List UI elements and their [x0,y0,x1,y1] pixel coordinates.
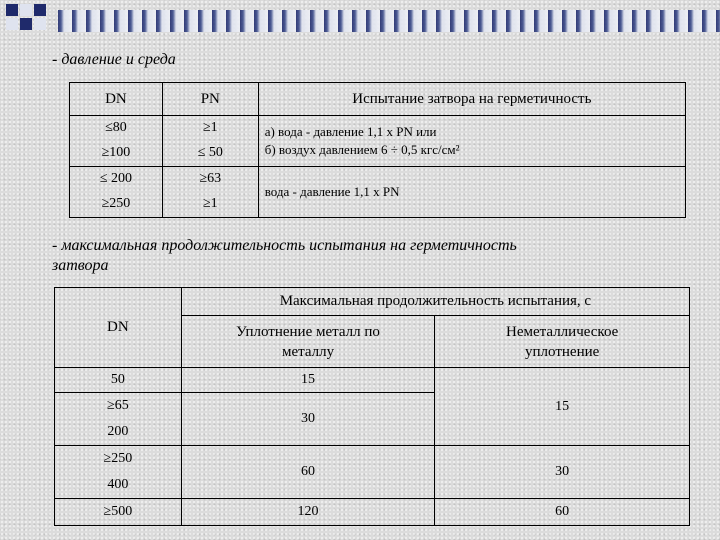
table-cell-dn: ≥100 [70,141,163,167]
col-dn-header: DN [55,288,182,368]
table-cell-dn: 50 [55,368,182,393]
section1-title: - давление и среда [52,51,176,68]
table-cell-metal: 60 [181,446,435,499]
col-nonmetal-line2: уплотнение [525,343,600,360]
test-water-or-air [258,116,685,167]
table-cell-dn: ≥500 [55,499,182,526]
col-nonmetal-header [435,316,690,368]
table-cell-dn: ≥65 [55,393,182,420]
table-cell-dn: ≥250 [70,192,163,218]
section2-title-line1: - максимальная продолжительность испытания на герметичность [52,237,517,254]
table-cell-dn: 400 [55,473,182,499]
table-cell-pn: ≥1 [162,116,258,141]
table-cell-dn: ≤80 [70,116,163,141]
table-cell-nonmetal: 60 [435,499,690,526]
table-cell-dn: ≤ 200 [70,167,163,192]
decor-square [34,18,46,30]
test-line-a: а) вода - давление 1,1 х PN или [264,124,437,139]
table-cell-metal: 120 [181,499,435,526]
table-cell-pn: ≥1 [162,192,258,218]
section2-title [52,236,517,276]
test-water-only: вода - давление 1,1 х PN [258,167,685,218]
col-metal-line1: Уплотнение металл по [236,323,380,340]
decor-square [6,18,18,30]
table-cell-nonmetal: 30 [435,446,690,499]
col-metal-header [181,316,435,368]
table-cell-metal: 15 [181,368,435,393]
col-metal-line2: металлу [281,343,335,360]
col-dn-header: DN [70,83,163,116]
table-cell-pn: ≤ 50 [162,141,258,167]
pressure-table [69,82,686,218]
col-test-header: Испытание затвора на герметичность [258,83,685,116]
test-line-b: б) воздух давлением 6 ÷ 0,5 кгс/см² [264,142,460,157]
decor-square [34,4,46,16]
header-decoration [0,0,720,40]
decor-square [20,18,32,30]
table-cell-nonmetal: 15 [435,368,690,446]
table-cell-pn: ≥63 [162,167,258,192]
table-cell-dn: ≥250 [55,446,182,473]
col-max-duration-header: Максимальная продолжительность испытания, с [181,288,689,316]
table-cell-metal: 30 [181,393,435,446]
col-pn-header: PN [162,83,258,116]
col-nonmetal-line1: Неметаллическое [506,323,619,340]
decor-square [20,4,32,16]
duration-table [54,287,690,526]
table-cell-dn: 200 [55,420,182,446]
section2-title-line2: затвора [52,257,109,274]
decor-bar [58,10,720,32]
decor-square [6,4,18,16]
